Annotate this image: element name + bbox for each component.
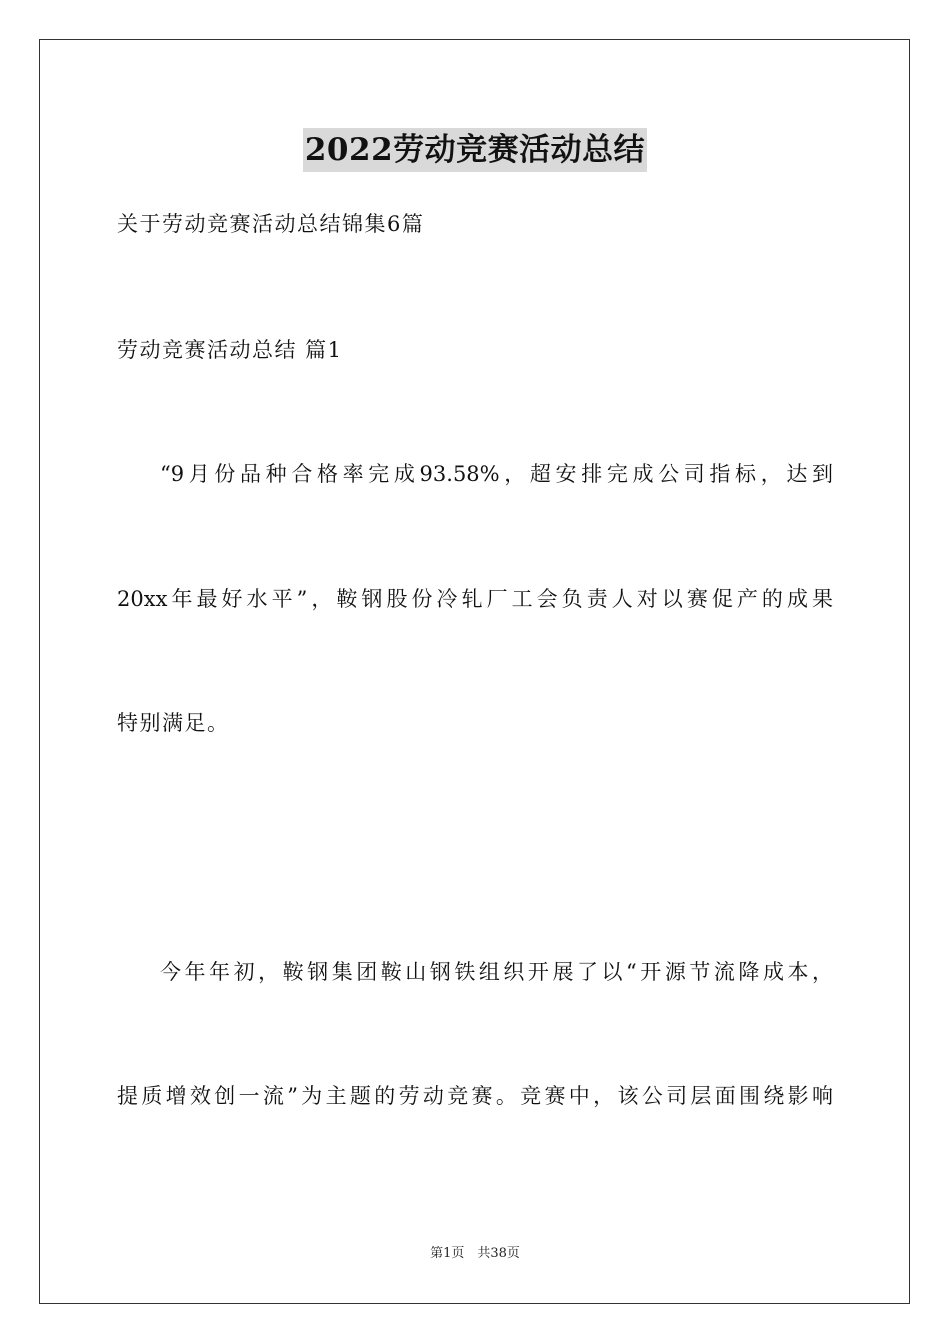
paragraph1-line1: “9月份品种合格率完成93.58%，超安排完成公司指标，达到 bbox=[160, 462, 833, 486]
section-heading: 劳动竞赛活动总结 篇1 bbox=[117, 338, 343, 362]
paragraph1-line2: 20xx年最好水平”，鞍钢股份冷轧厂工会负责人对以赛促产的成果 bbox=[117, 587, 833, 611]
document-title: 2022劳动竞赛活动总结 bbox=[303, 128, 647, 172]
paragraph1-line3: 特别满足。 bbox=[117, 711, 230, 735]
title-container bbox=[0, 128, 950, 172]
paragraph2-line1: 今年年初，鞍钢集团鞍山钢铁组织开展了以“开源节流降成本， bbox=[160, 960, 833, 984]
page-footer: 第1页 共38页 bbox=[430, 1246, 520, 1261]
document-subtitle: 关于劳动竞赛活动总结锦集6篇 bbox=[117, 212, 425, 236]
paragraph2-line2: 提质增效创一流”为主题的劳动竞赛。竞赛中，该公司层面围绕影响 bbox=[117, 1084, 833, 1108]
